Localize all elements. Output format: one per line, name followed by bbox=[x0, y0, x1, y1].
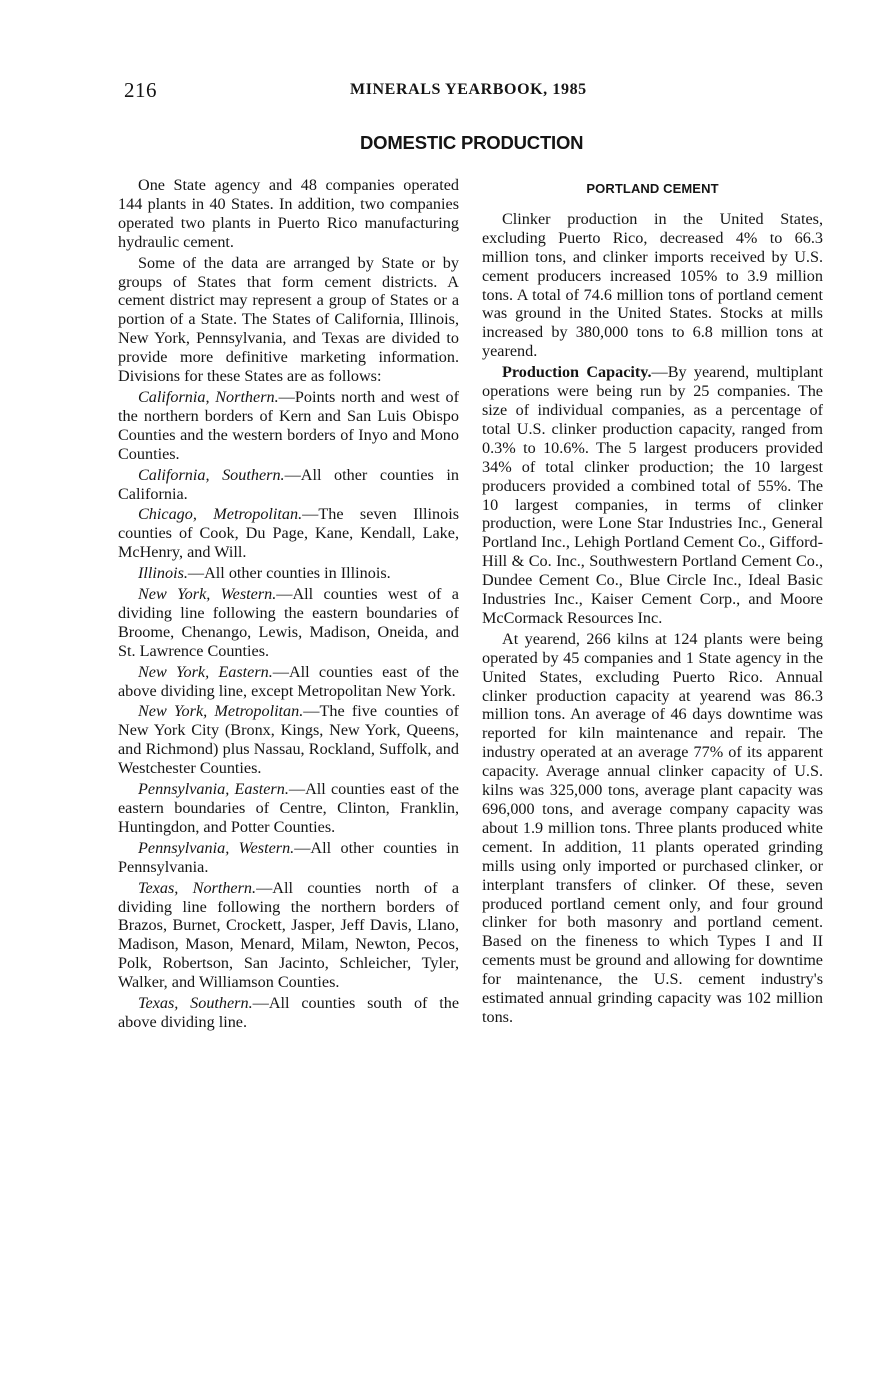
district-description: —All other counties in California. bbox=[118, 465, 459, 503]
district-description: —All counties west of a dividing line following the eastern boundaries of Broome, Chenango, Lewis, Madison, Oneida, and St. Lawrence Counties. bbox=[118, 585, 459, 660]
district-description: —All counties north of a dividing line following the northern borders of Brazos, Burnet, Crockett, Jasper, Jeff Davis, Llano, Madison, Mason, Menard, Milam, Newton, Pecos, Polk, Robertson, San Jacinto, Schleicher, Tyler, Walker, and Williamson Counties. bbox=[118, 878, 460, 992]
district-description: —All counties east of the above dividing line, except Metropolitan New York. bbox=[118, 662, 459, 700]
district-name: New York, Western. bbox=[138, 585, 277, 604]
running-title: MINERALS YEARBOOK, 1985 bbox=[350, 81, 587, 98]
district-description: —The five counties of New York City (Bronx, Kings, New York, Queens, and Richmond) plus Nassau, Rockland, Suffolk, and Westchester Counties. bbox=[118, 702, 459, 778]
production-capacity-paragraph bbox=[482, 363, 823, 628]
district-paragraph bbox=[118, 780, 459, 837]
district-name: New York, Eastern. bbox=[138, 662, 273, 681]
district-description: —All other counties in Illinois. bbox=[187, 564, 391, 583]
district-description: —All other counties in Pennsylvania. bbox=[118, 838, 460, 876]
intro-paragraph: Some of the data are arranged by State or by groups of States that form cement districts. A cement district may represent a group of States or a portion of a State. The States of California, Illinois, New York, Pennsylvania, and Texas are divided to provide more definitive marketing information. Divisions for these States are as follows: bbox=[118, 253, 459, 386]
subheading-portland-cement: PORTLAND CEMENT bbox=[586, 181, 719, 196]
district-paragraph bbox=[118, 585, 459, 661]
district-name: Illinois. bbox=[138, 564, 188, 583]
page-number: 216 bbox=[124, 78, 157, 102]
district-name: Texas, Northern. bbox=[138, 878, 257, 897]
district-paragraph bbox=[118, 663, 459, 701]
intro-paragraph: One State agency and 48 companies operated 144 plants in 40 States. In addition, two companies operated two plants in Puerto Rico manufacturing hydraulic cement. bbox=[118, 176, 459, 251]
district-paragraph bbox=[118, 702, 459, 778]
district-paragraph bbox=[118, 994, 459, 1032]
clinker-production-paragraph: Clinker production in the United States, excluding Puerto Rico, decreased 4% to 66.3 million tons, and clinker imports received by U.S. cement producers increased 105% to 3.9 million tons. A total of 74.6 million tons of portland cement was ground in the United States. Stocks at mills increased by 380,000 tons to 6.8 million tons at yearend. bbox=[482, 209, 823, 361]
district-description: —All counties south of the above dividing line. bbox=[118, 994, 460, 1031]
district-paragraph bbox=[118, 564, 459, 583]
district-name: Pennsylvania, Eastern. bbox=[138, 780, 289, 799]
district-description: —The seven Illinois counties of Cook, Du Page, Kane, Kendall, Lake, McHenry, and Will. bbox=[118, 505, 459, 562]
district-name: California, Northern. bbox=[138, 387, 279, 406]
production-capacity-text: —By yearend, multiplant operations were being run by 25 companies. The size of individual companies, as a percentage of total U.S. clinker production capacity, ranged from 0.3% to 10.6%. The 5 largest producers provided 34% of total clinker production; the 10 largest producers provided a combined total of 55%. The 10 largest companies, in terms of clinker production, were Lone Star Industries Inc., General Portland Inc., Lehigh Portland Cement Co., Gifford-Hill & Co. Inc., Southwestern Portland Cement Co., Dundee Cement Co., Blue Circle Inc., Ideal Basic Industries Inc., Kaiser Cement Corp., and Moore McCormack Resources Inc. bbox=[482, 363, 823, 627]
left-column bbox=[118, 176, 459, 1034]
production-capacity-heading: Production Capacity. bbox=[502, 363, 652, 382]
district-name: New York, Metropolitan. bbox=[138, 702, 304, 721]
section-title: DOMESTIC PRODUCTION bbox=[360, 132, 584, 153]
district-name: California, Southern. bbox=[138, 465, 285, 484]
district-paragraph bbox=[118, 388, 459, 464]
district-name: Pennsylvania, Western. bbox=[138, 838, 295, 857]
district-paragraph bbox=[118, 879, 459, 992]
district-paragraph bbox=[118, 839, 459, 877]
district-name: Chicago, Metropolitan. bbox=[138, 505, 303, 524]
district-paragraph bbox=[118, 505, 459, 562]
district-description: —Points north and west of the northern borders of Kern and San Luis Obispo Counties and the western borders of Inyo and Mono Counties. bbox=[118, 387, 459, 463]
kiln-capacity-paragraph: At yearend, 266 kilns at 124 plants were being operated by 45 companies and 1 State agency in the United States, excluding Puerto Rico. Annual clinker production capacity at yearend was 86.3 million tons. An average of 46 days downtime was reported for kiln maintenance and repair. The industry operated at an average 77% of its apparent capacity. Average annual clinker capacity of U.S. kilns was 325,000 tons, average plant capacity was 696,000 tons, and average company capacity was about 1.9 million tons. Three plants produced white cement. In addition, 11 plants operated grinding mills using only imported or purchased clinker, or interplant transfers of clinker. Of these, seven produced portland cement only, and four ground clinker for both masonry and portland cement. Based on the fineness to which Types I and II cements must be ground and allowing for downtime for maintenance, the U.S. cement industry's estimated annual grinding capacity was 102 million tons. bbox=[482, 629, 823, 1026]
district-paragraph bbox=[118, 466, 459, 504]
right-column bbox=[482, 176, 823, 1029]
district-name: Texas, Southern. bbox=[138, 994, 253, 1013]
district-description: —All counties east of the eastern boundaries of Centre, Clinton, Franklin, Huntingdon, and Potter Counties. bbox=[118, 780, 459, 836]
